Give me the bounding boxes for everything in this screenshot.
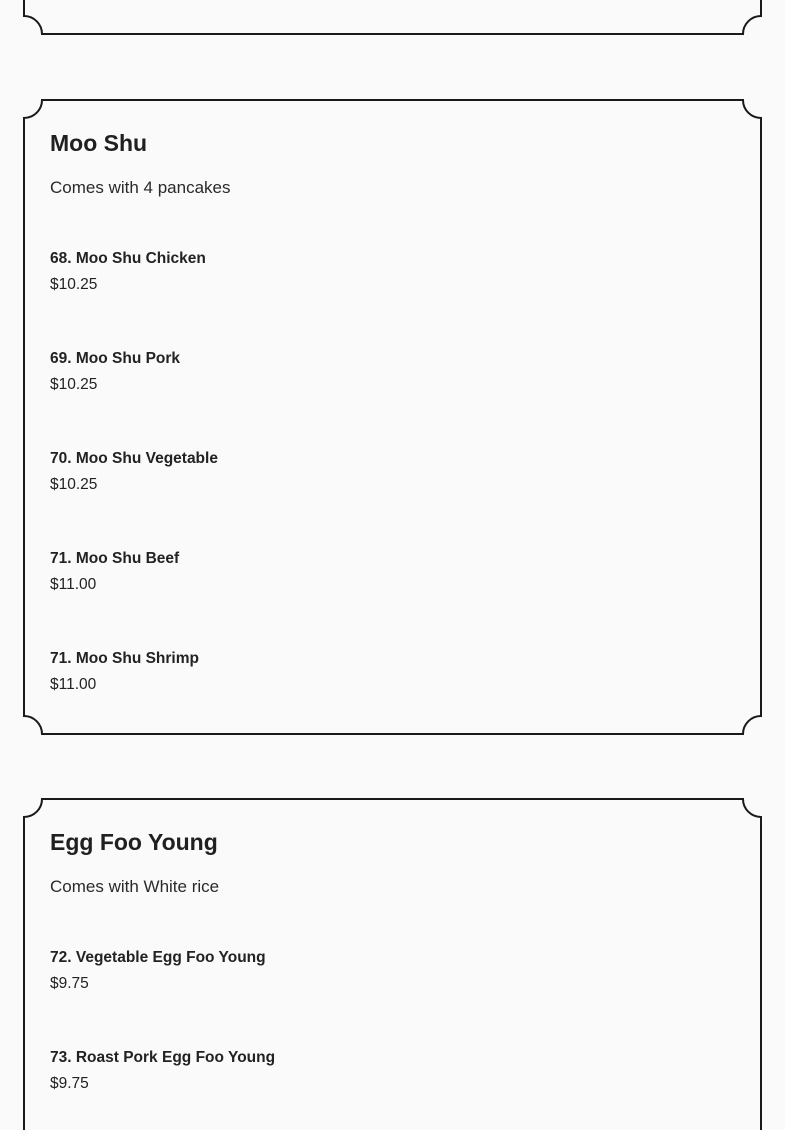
menu-section-moo-shu (24, 100, 761, 734)
item-name: 68. Moo Shu Chicken (50, 250, 206, 267)
item-name: 69. Moo Shu Pork (50, 350, 181, 367)
menu-item[interactable] (50, 550, 550, 610)
item-name: 73. Roast Pork Egg Foo Young (50, 1049, 276, 1066)
item-price: $10.25 (50, 476, 98, 493)
menu-section-egg-foo-young (24, 799, 761, 1130)
item-name: 72. Vegetable Egg Foo Young (50, 949, 266, 966)
item-price: $10.25 (50, 376, 98, 393)
item-price: $11.00 (50, 676, 97, 693)
item-name: 70. Moo Shu Vegetable (50, 450, 218, 467)
menu-item[interactable] (50, 949, 550, 1009)
menu-item[interactable] (50, 450, 550, 510)
item-price: $10.25 (50, 276, 98, 293)
item-price: $9.75 (50, 975, 89, 992)
section-frame-top (24, 0, 761, 34)
item-price: $11.00 (50, 576, 97, 593)
menu-item[interactable] (50, 650, 550, 710)
item-price: $9.75 (50, 1075, 89, 1092)
section-description: Comes with 4 pancakes (50, 178, 231, 197)
menu-item[interactable] (50, 350, 550, 410)
item-name: 71. Moo Shu Beef (50, 550, 180, 567)
section-title: Moo Shu (50, 130, 148, 156)
section-title: Egg Foo Young (50, 829, 218, 855)
item-name: 71. Moo Shu Shrimp (50, 650, 199, 667)
menu-item[interactable] (50, 250, 550, 310)
menu-item[interactable] (50, 1049, 550, 1109)
section-description: Comes with White rice (50, 877, 220, 896)
